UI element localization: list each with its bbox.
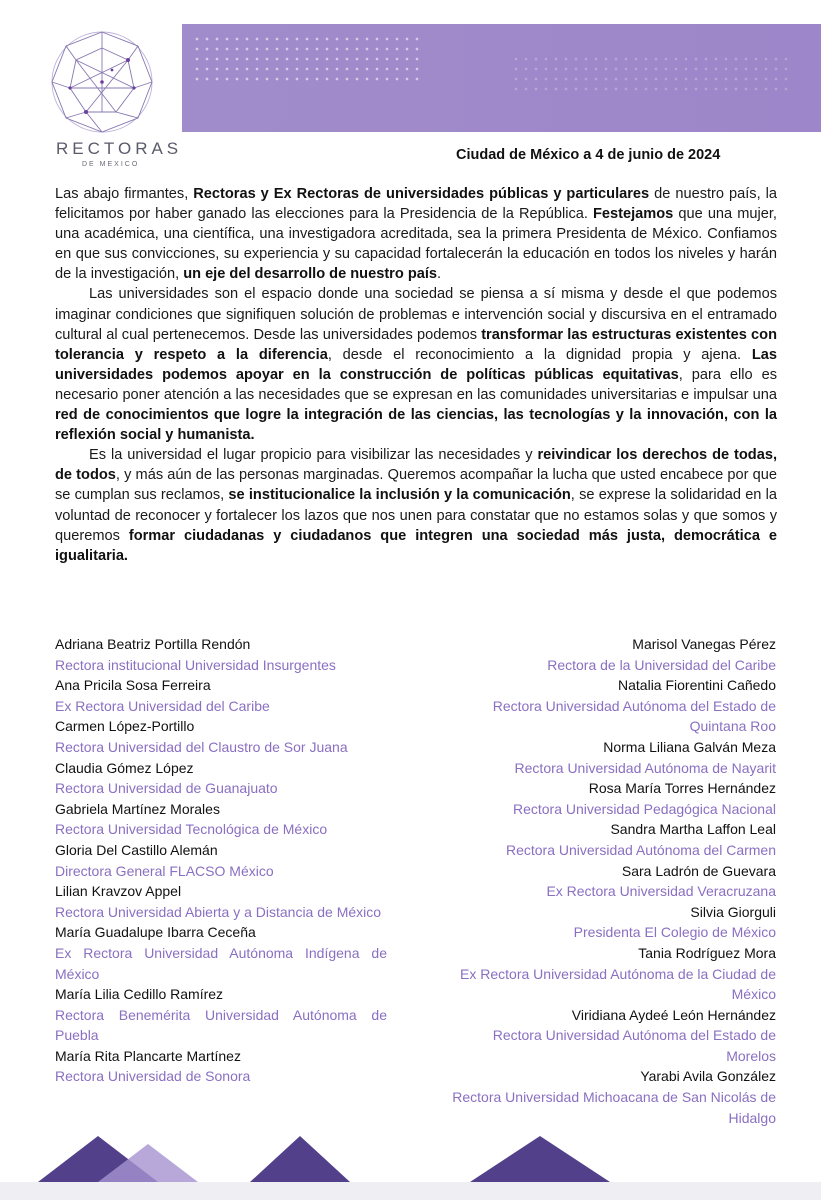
bold-text-run: Rectoras y Ex Rectoras de universidades públicas y particulares [193,186,650,202]
signatory-role: Ex Rectora Universidad Autónoma de la Ciudad de México [460,965,776,1003]
signatory-role: Ex Rectora Universidad Veracruzana [546,883,776,900]
text-run: Las universidades son el espacio donde una sociedad se piensa a sí misma y desde el que podemos imaginar condiciones que signifiquen solución de problemas e intervención social y discursiva en el entramado cultural al cual pertenecemos. Desde las universidades podemos [55,286,777,343]
signatory-name: Silvia Giorguli [690,903,776,920]
signatory-name: María Rita Plancarte Martínez [55,1047,241,1064]
signatory-role: Rectora institucional Universidad Insurgentes [55,656,336,673]
bold-text-run: Festejamos [593,206,674,223]
text-run: , desde el reconocimiento a la dignidad propia y ajena. [327,346,752,363]
signatory-name: Claudia Gómez López [55,759,194,776]
signatories-left-column [55,634,387,1087]
decorative-triangle-left [38,1136,198,1182]
bold-text-run: red de conocimientos que logre la integración de las ciencias, las tecnologías y la innovación, con la reflexión social y humanista. [55,407,777,444]
signatory-name: Ana Pricila Sosa Ferreira [55,677,211,694]
signatory-role: Rectora Universidad Autónoma del Estado de Quintana Roo [492,697,776,735]
signatory-name: Sandra Martha Laffon Leal [610,821,776,838]
signatory-name: Viridiana Aydeé León Hernández [571,1006,776,1023]
signatory-name: Gloria Del Castillo Alemán [55,841,218,858]
signatory-role: Rectora Universidad Abierta y a Distancia de México [55,903,382,920]
signatory-role: Rectora Universidad de Guanajuato [55,780,278,797]
signatory-role: Rectora Universidad Michoacana de San Nicolás de Hidalgo [452,1089,776,1126]
bold-text-run: reivindicar los derechos de todas, de todos [55,447,777,484]
signatory-role: Directora General FLACSO México [55,862,274,879]
signatory-role: Rectora Universidad Pedagógica Nacional [512,800,776,817]
signatory-name: María Lilia Cedillo Ramírez [55,986,224,1003]
signatory-role: Rectora Universidad del Claustro de Sor Juana [55,738,348,755]
signatories-right-column [444,634,776,1128]
signatory-role: Rectora Universidad Autónoma del Carmen [505,841,776,858]
text-run: . [437,266,442,283]
geodesic-logo-icon [46,26,158,138]
text-run: , para ello es necesario poner atención a las necesidades que se expresan en las comunidades universitarias e impulsar una [55,366,777,403]
signatory-role: Presidenta El Colegio de México [573,924,776,941]
banner-dot-pattern [192,34,422,84]
signatory-role: Rectora Universidad Autónoma de Nayarit [514,759,776,776]
banner-dot-pattern-faint [511,54,791,94]
signatory-role: Rectora Universidad Autónoma del Estado de Morelos [492,1027,776,1064]
decorative-triangle-center [230,1136,350,1182]
signatory-role: Rectora Universidad de Sonora [55,1068,251,1085]
letter-body [55,184,777,566]
paragraph-1 [55,184,777,284]
signatory-name: Adriana Beatriz Portilla Rendón [55,636,251,652]
signatory-role: Rectora de la Universidad del Caribe [547,656,776,673]
signatory-name: Carmen López-Portillo [55,718,195,735]
paragraph-3 [55,445,777,566]
brand-subtitle: DE MEXICO [82,161,140,168]
text-run: Es la universidad el lugar propicio para visibilizar las necesidades y [89,447,538,464]
header-banner [182,24,821,132]
signatory-role: Rectora Universidad Tecnológica de México [55,821,328,838]
text-run: , se exprese la solidaridad en la voluntad de reconocer y fortalecer los lazos que nos unen para constatar que no estamos solas y que somos y queremos [55,487,777,544]
signatory-name: Lilian Kravzov Appel [55,883,182,900]
signatory-name: Gabriela Martínez Morales [55,800,220,817]
signatory-name: Rosa María Torres Hernández [588,780,776,797]
signatory-role: Ex Rectora Universidad Autónoma Indígena de México [55,944,387,982]
text-run: de nuestro país, la felicitamos por haber ganado las elecciones para la Presidencia de la República. [55,186,777,223]
text-run: Las abajo firmantes, [55,186,194,202]
signatory-role: Ex Rectora Universidad del Caribe [55,697,270,714]
text-run: , y más aún de las personas marginadas. Queremos acompañar la lucha que usted encabece por que se cumplan sus reclamos, [55,467,777,504]
date-line: Ciudad de México a 4 de junio de 2024 [456,147,721,163]
bold-text-run: se institucionalice la inclusión y la comunicación [228,487,571,504]
signatory-name: Yarabi Avila González [640,1068,776,1085]
signatory-name: María Guadalupe Ibarra Ceceña [55,924,256,941]
decorative-triangle-right [470,1136,630,1182]
signatory-name: Marisol Vanegas Pérez [632,636,776,652]
signatory-name: Norma Liliana Galván Meza [603,738,776,755]
signatory-name: Sara Ladrón de Guevara [621,862,776,879]
brand-name: RECTORAS [56,139,183,158]
bold-text-run: Las universidades podemos apoyar en la construcción de políticas públicas equitativas [55,346,777,383]
bold-text-run: formar ciudadanas y ciudadanos que integren una sociedad más justa, democrática e igualitaria. [55,527,778,564]
signatory-role: Rectora Benemérita Universidad Autónoma de Puebla [55,1006,387,1044]
signatory-name: Tania Rodríguez Mora [638,944,776,961]
paragraph-2 [55,284,777,445]
signatory-name: Natalia Fiorentini Cañedo [618,677,776,694]
footer-bar [0,1182,821,1200]
bold-text-run: un eje del desarrollo de nuestro país [183,266,438,283]
bold-text-run: transformar las estructuras existentes con tolerancia y respeto a la diferencia [55,326,777,363]
text-run: que una mujer, una académica, una científica, una investigadora acreditada, sea la primera Presidenta de México. Confiamos en que sus convicciones, su experiencia y su capacidad fortalecerán la educación en todos los niveles y harán de la investigación, [55,206,777,283]
